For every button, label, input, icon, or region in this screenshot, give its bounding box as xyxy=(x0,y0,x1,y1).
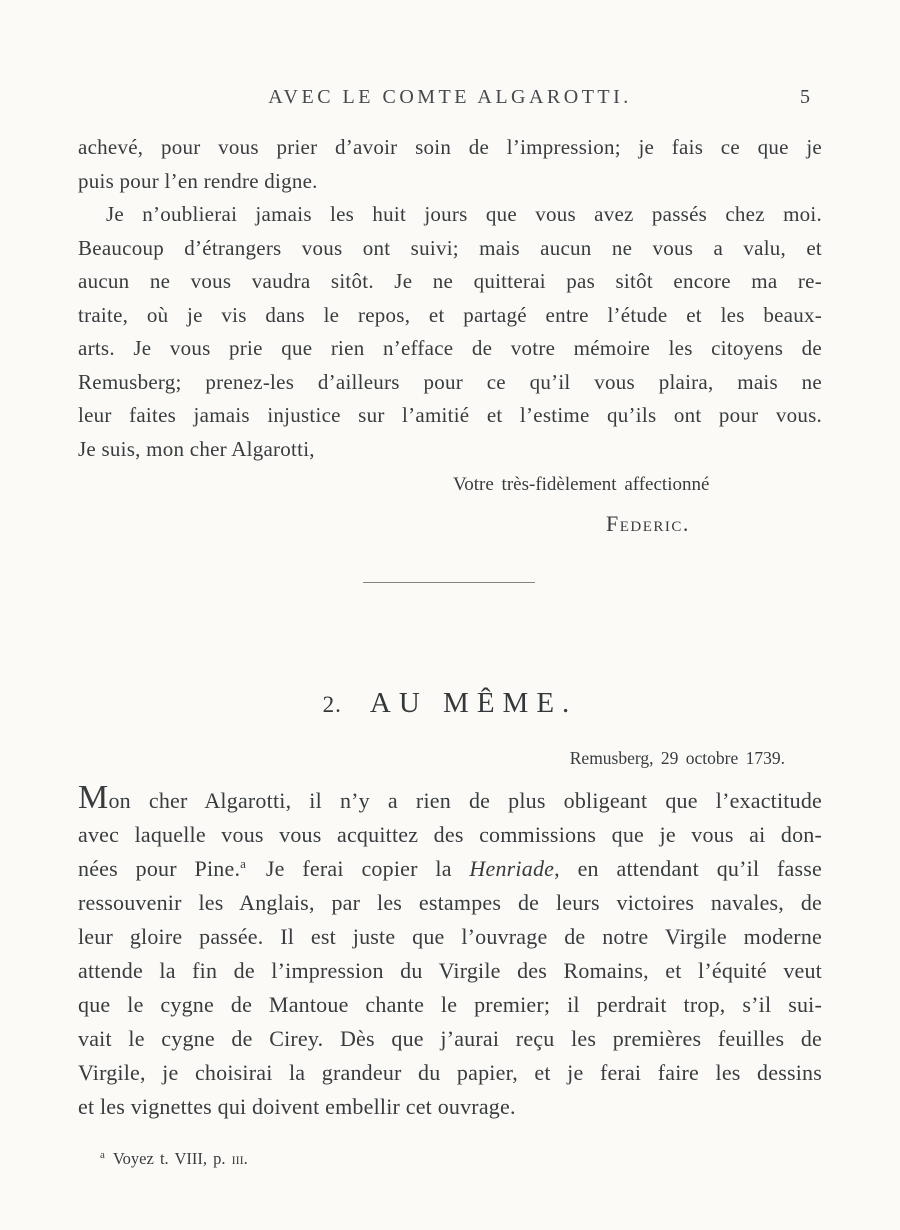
letter2-line xyxy=(78,779,822,818)
italic-work-title: Henriade xyxy=(469,856,555,881)
footnote-marker: a xyxy=(240,855,247,871)
letter1-line: puis pour l’en rendre digne. xyxy=(78,168,318,193)
letter1-line: Remusberg; prenez-les d’ailleurs pour ce qu’il vous plaira, mais ne xyxy=(78,369,822,394)
letter1-line: achevé, pour vous prier d’avoir soin de l’impression; je fais ce que je xyxy=(78,135,822,159)
letter2-line: avec laquelle vous vous acquittez des commissions que je vous ai don- xyxy=(78,822,822,847)
letter2-line: Virgile, je choisirai la grandeur du papier, et je ferai faire les dessins xyxy=(78,1060,822,1085)
letter2-line3-pre: nées pour Pine. xyxy=(78,856,241,881)
letter2-line: que le cygne de Mantoue chante le premier; il perdrait trop, s’il sui- xyxy=(78,992,822,1017)
letter1-line: arts. Je vous prie que rien n’efface de votre mémoire les citoyens de xyxy=(78,336,822,360)
footnote-roman-numeral: iii xyxy=(231,1149,244,1168)
page-number: 5 xyxy=(800,86,810,108)
letter2-line: leur gloire passée. Il est juste que l’ouvrage de notre Virgile moderne xyxy=(78,924,822,949)
section-title: AU MÊME. xyxy=(369,687,578,719)
letter1-line: leur faites jamais injustice sur l’amitié et l’estime qu’ils ont pour vous. xyxy=(78,403,822,427)
letter1-line: Beaucoup d’étrangers vous ont suivi; mais aucun ne vous a valu, et xyxy=(78,235,822,260)
drop-cap-initial: M xyxy=(78,779,109,816)
letter2-line: et les vignettes qui doivent embellir cet ouvrage. xyxy=(78,1094,516,1119)
letter1-line: Je n’oublierai jamais les huit jours que vous avez passés chez moi. xyxy=(106,202,822,226)
section-number: 2. xyxy=(322,692,342,717)
letter2-line3-post: , en attendant qu’il fasse xyxy=(554,856,822,881)
letter2-line xyxy=(78,852,822,886)
letter2-line: attende la fin de l’impression du Virgile des Romains, et l’équité veut xyxy=(78,958,822,983)
footnote-period: . xyxy=(243,1149,248,1168)
letter2-line3-mid: Je ferai copier la xyxy=(248,856,470,881)
running-head-title: AVEC LE COMTE ALGAROTTI. xyxy=(268,86,632,108)
separator-rule xyxy=(363,582,535,583)
section-heading xyxy=(78,685,822,721)
letter2-body xyxy=(78,779,822,1124)
letter2-line1-text: on cher Algarotti, il n’y a rien de plus obligeant que l’exactitude xyxy=(108,788,822,813)
footnote xyxy=(100,1148,822,1170)
signature: Federic. xyxy=(606,511,690,536)
valediction: Votre très-fidèlement affectionné xyxy=(453,474,710,495)
footnote-marker: a xyxy=(100,1148,105,1161)
letter1-line: traite, où je vis dans le repos, et partagé entre l’étude et les beaux- xyxy=(78,302,822,327)
dateline: Remusberg, 29 octobre 1739. xyxy=(569,748,785,768)
letter2-line: ressouvenir les Anglais, par les estampes de leurs victoires navales, de xyxy=(78,890,822,915)
letter2-line: vait le cygne de Cirey. Dès que j’aurai reçu les premières feuilles de xyxy=(78,1026,822,1051)
letter1-line: Je suis, mon cher Algarotti, xyxy=(78,436,315,461)
letter1-line: aucun ne vous vaudra sitôt. Je ne quitterai pas sitôt encore ma re- xyxy=(78,269,822,293)
footnote-text: Voyez t. VIII, p. xyxy=(112,1149,232,1168)
letter1-body xyxy=(78,131,822,466)
running-head xyxy=(78,85,822,109)
